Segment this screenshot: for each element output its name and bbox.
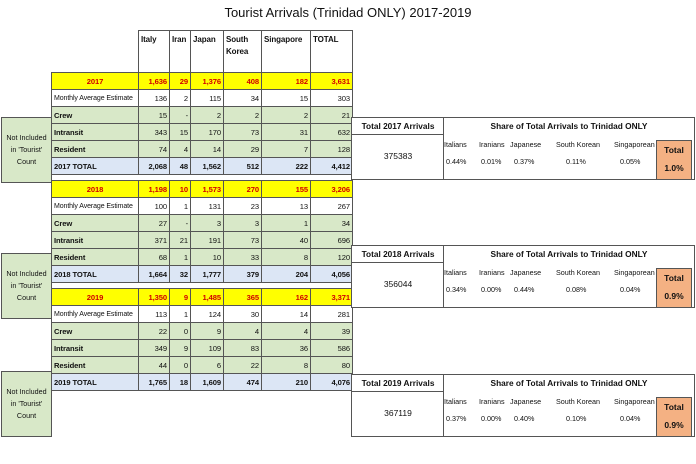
share-label: Singaporean [614,140,655,149]
not-included-note-line: in 'Tourist' [10,145,43,154]
share-value: 0.00% [481,285,502,294]
year-total-value: 204 [262,266,311,283]
column-header: Iran [170,31,191,73]
arrivals-table [51,30,353,391]
share-value: 0.01% [481,157,502,166]
share-label: Iranians [479,397,505,406]
not-included-note-line: Count [16,157,37,166]
share-value: 0.34% [446,285,467,294]
share-value: 0.04% [620,285,641,294]
excluded-row-value: 40 [262,232,311,249]
year-value: 155 [262,181,311,198]
excluded-row [52,249,353,266]
share-total-value: 0.9% [664,291,684,301]
monthly-average-row [52,198,353,215]
excluded-row-value: 83 [224,340,262,357]
excluded-row-label: Resident [52,249,139,266]
excluded-row-value: 1 [170,249,191,266]
excluded-row [52,357,353,374]
excluded-row-value: 15 [170,124,191,141]
column-header: Japan [191,31,224,73]
excluded-row-value: 73 [224,124,262,141]
year-total-value: 512 [224,158,262,175]
excluded-row-value: 21 [170,232,191,249]
column-header: TOTAL [311,31,353,73]
monthly-average-value: 113 [139,306,170,323]
year-total-value: 32 [170,266,191,283]
share-total-value: 0.9% [664,420,684,430]
not-included-note-line: in 'Tourist' [10,281,43,290]
share-value: 0.00% [481,414,502,423]
excluded-row-value: 4 [224,323,262,340]
total-arrivals-box [351,117,445,180]
excluded-row-value: 191 [191,232,224,249]
excluded-row-value: 44 [139,357,170,374]
excluded-row-value: 4 [262,323,311,340]
header-row [52,31,353,73]
share-value: 0.44% [514,285,535,294]
year-total-value: 4,412 [311,158,353,175]
excluded-row-value: 10 [191,249,224,266]
year-value: 1,573 [191,181,224,198]
share-total-cell [656,397,692,437]
excluded-row-value: 8 [262,357,311,374]
monthly-average-value: 136 [139,90,170,107]
excluded-row-value: 109 [191,340,224,357]
excluded-row-value: 33 [224,249,262,266]
excluded-row-value: 21 [311,107,353,124]
share-value: 0.37% [446,414,467,423]
monthly-average-row [52,90,353,107]
excluded-row-value: 74 [139,141,170,158]
share-label: Italians [444,397,467,406]
excluded-row-value: 120 [311,249,353,266]
share-value: 0.11% [566,157,586,166]
excluded-row-value: 8 [262,249,311,266]
share-label: Japanese [510,397,542,406]
share-label: Singaporean [614,268,655,277]
monthly-average-value: 100 [139,198,170,215]
year-total-row [52,266,353,283]
monthly-average-value: 30 [224,306,262,323]
share-label: Italians [444,268,467,277]
excluded-row-value: 1 [262,215,311,232]
monthly-average-label: Monthly Average Estimate [52,306,139,323]
excluded-row-value: 22 [139,323,170,340]
year-row [52,181,353,198]
excluded-row [52,232,353,249]
excluded-row-value: 31 [262,124,311,141]
excluded-row-value: 39 [311,323,353,340]
year-value: 3,371 [311,289,353,306]
monthly-average-value: 23 [224,198,262,215]
excluded-row-value: 632 [311,124,353,141]
excluded-row-value: 696 [311,232,353,249]
not-included-note [1,253,52,319]
year-label: 2017 [52,73,139,90]
excluded-row [52,215,353,232]
excluded-row-value: 586 [311,340,353,357]
year-value: 10 [170,181,191,198]
year-value: 162 [262,289,311,306]
total-arrivals-title: Total 2017 Arrivals [352,118,444,135]
share-label: Iranians [479,268,505,277]
year-total-value: 1,777 [191,266,224,283]
total-arrivals-box [351,374,445,437]
share-value: 0.04% [620,414,641,423]
excluded-row-value: 29 [224,141,262,158]
excluded-row-label: Resident [52,141,139,158]
monthly-average-value: 1 [170,198,191,215]
page-title: Tourist Arrivals (Trinidad ONLY) 2017-2019 [224,5,472,20]
share-value: 0.37% [514,157,535,166]
excluded-row-value: 22 [224,357,262,374]
not-included-note-line: Not Included [6,387,47,396]
year-total-value: 18 [170,374,191,391]
excluded-row [52,107,353,124]
year-total-label: 2019 TOTAL [52,374,139,391]
excluded-row-value: 9 [191,323,224,340]
not-included-note-line: Count [16,411,37,420]
excluded-row-label: Intransit [52,340,139,357]
monthly-average-value: 1 [170,306,191,323]
excluded-row-value: 6 [191,357,224,374]
excluded-row-value: 170 [191,124,224,141]
year-total-value: 379 [224,266,262,283]
excluded-row-label: Intransit [52,124,139,141]
year-total-label: 2017 TOTAL [52,158,139,175]
year-value: 1,636 [139,73,170,90]
share-total-cell [656,140,692,180]
monthly-average-value: 115 [191,90,224,107]
excluded-row-label: Intransit [52,232,139,249]
excluded-row-value: - [170,215,191,232]
year-total-value: 474 [224,374,262,391]
total-arrivals-value: 356044 [383,279,413,289]
year-total-value: 4,056 [311,266,353,283]
monthly-average-value: 267 [311,198,353,215]
excluded-row-value: 68 [139,249,170,266]
not-included-note-line: in 'Tourist' [10,399,43,408]
excluded-row [52,141,353,158]
excluded-row [52,124,353,141]
year-total-value: 1,664 [139,266,170,283]
share-value: 0.10% [566,414,587,423]
not-included-note-line: Count [16,293,37,302]
share-label: Japanese [510,140,542,149]
year-value: 182 [262,73,311,90]
excluded-row-value: 27 [139,215,170,232]
column-header: Singapore [262,31,311,73]
column-header: South Korea [224,31,262,73]
year-total-value: 48 [170,158,191,175]
monthly-average-value: 34 [224,90,262,107]
column-header: Italy [139,31,170,73]
share-label: Iranians [479,140,505,149]
share-box [443,374,695,437]
excluded-row [52,323,353,340]
excluded-row-value: 2 [191,107,224,124]
share-value: 0.40% [514,414,535,423]
monthly-average-label: Monthly Average Estimate [52,198,139,215]
not-included-note [1,117,52,183]
year-total-value: 1,562 [191,158,224,175]
share-value: 0.05% [620,157,641,166]
monthly-average-value: 281 [311,306,353,323]
monthly-average-value: 15 [262,90,311,107]
share-label: South Korean [556,397,600,406]
excluded-row-value: 343 [139,124,170,141]
monthly-average-value: 131 [191,198,224,215]
share-label: Italians [444,140,467,149]
excluded-row-value: 80 [311,357,353,374]
excluded-row-value: 0 [170,323,191,340]
total-arrivals-title: Total 2018 Arrivals [352,246,444,263]
year-total-value: 1,609 [191,374,224,391]
excluded-row-value: 34 [311,215,353,232]
share-total-value: 1.0% [664,163,684,173]
share-total-label: Total [664,402,684,412]
year-total-value: 2,068 [139,158,170,175]
excluded-row [52,340,353,357]
excluded-row-value: 15 [139,107,170,124]
year-row [52,73,353,90]
monthly-average-value: 14 [262,306,311,323]
monthly-average-row [52,306,353,323]
year-total-value: 1,765 [139,374,170,391]
not-included-note [1,371,52,437]
year-value: 408 [224,73,262,90]
year-total-row [52,374,353,391]
year-row [52,289,353,306]
excluded-row-value: 0 [170,357,191,374]
year-value: 1,485 [191,289,224,306]
excluded-row-value: 349 [139,340,170,357]
excluded-row-value: 9 [170,340,191,357]
year-total-value: 222 [262,158,311,175]
monthly-average-value: 124 [191,306,224,323]
excluded-row-label: Resident [52,357,139,374]
share-total-label: Total [664,273,684,283]
excluded-row-value: 73 [224,232,262,249]
total-arrivals-value: 375383 [383,151,413,161]
year-value: 3,206 [311,181,353,198]
share-total-cell [656,268,692,308]
year-total-label: 2018 TOTAL [52,266,139,283]
total-arrivals-box [351,245,445,308]
excluded-row-label: Crew [52,323,139,340]
year-total-row [52,158,353,175]
not-included-note-line: Not Included [6,269,47,278]
excluded-row-value: 4 [170,141,191,158]
year-value: 3,631 [311,73,353,90]
year-label: 2019 [52,289,139,306]
year-label: 2018 [52,181,139,198]
share-label: South Korean [556,268,600,277]
monthly-average-value: 303 [311,90,353,107]
share-title: Share of Total Arrivals to Trinidad ONLY [490,378,648,388]
excluded-row-value: 3 [191,215,224,232]
share-box [443,117,695,180]
excluded-row-value: 7 [262,141,311,158]
share-label: Singaporean [614,397,655,406]
not-included-note-line: Not Included [6,133,47,142]
monthly-average-label: Monthly Average Estimate [52,90,139,107]
share-total-label: Total [664,145,684,155]
year-value: 29 [170,73,191,90]
year-total-value: 4,076 [311,374,353,391]
excluded-row-value: 14 [191,141,224,158]
excluded-row-value: 371 [139,232,170,249]
excluded-row-label: Crew [52,215,139,232]
share-title: Share of Total Arrivals to Trinidad ONLY [490,121,648,131]
year-value: 365 [224,289,262,306]
share-title: Share of Total Arrivals to Trinidad ONLY [490,249,648,259]
excluded-row-label: Crew [52,107,139,124]
year-value: 1,350 [139,289,170,306]
monthly-average-value: 2 [170,90,191,107]
year-value: 1,198 [139,181,170,198]
share-value: 0.08% [566,285,587,294]
excluded-row-value: 128 [311,141,353,158]
excluded-row-value: 36 [262,340,311,357]
share-box [443,245,695,308]
monthly-average-value: 13 [262,198,311,215]
share-label: South Korean [556,140,600,149]
excluded-row-value: 2 [224,107,262,124]
year-value: 9 [170,289,191,306]
total-arrivals-title: Total 2019 Arrivals [352,375,444,392]
share-value: 0.44% [446,157,467,166]
total-arrivals-value: 367119 [384,408,412,418]
year-value: 1,376 [191,73,224,90]
share-label: Japanese [510,268,542,277]
header-blank [52,31,139,73]
excluded-row-value: 3 [224,215,262,232]
year-total-value: 210 [262,374,311,391]
excluded-row-value: - [170,107,191,124]
excluded-row-value: 2 [262,107,311,124]
year-value: 270 [224,181,262,198]
